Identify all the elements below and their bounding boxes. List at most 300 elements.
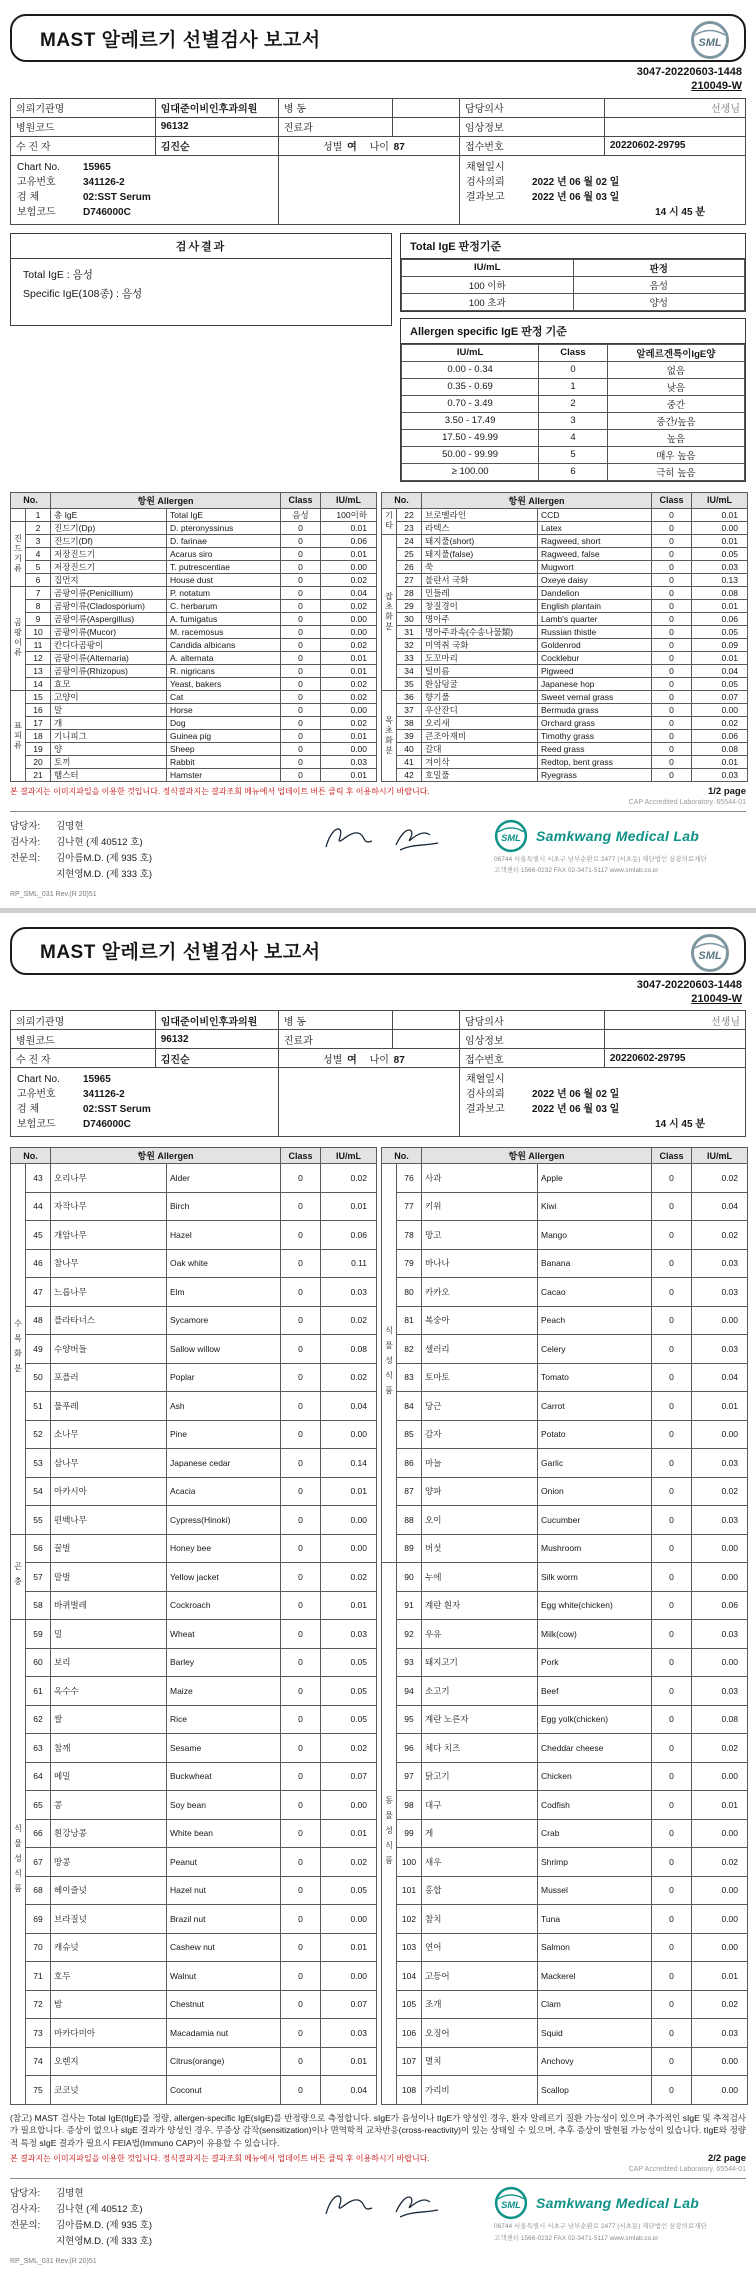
allergen-row	[382, 625, 748, 638]
allergen-class: 0	[281, 1819, 321, 1848]
allergen-class: 0	[652, 1563, 692, 1592]
ward-value	[393, 1011, 460, 1030]
allergen-name-en: Chicken	[538, 1762, 652, 1791]
allergen-no: 99	[397, 1819, 422, 1848]
age-value: 87	[393, 1054, 405, 1066]
allergen-iu: 0.03	[692, 1249, 748, 1278]
allergen-name-en: Bermuda grass	[538, 703, 652, 716]
allergen-row	[382, 508, 748, 521]
allergen-class: 0	[652, 1477, 692, 1506]
allergen-class: 0	[652, 1791, 692, 1820]
criteria-cell: 5	[539, 446, 608, 463]
lab-block	[494, 819, 746, 876]
allergen-iu: 0.03	[321, 1620, 377, 1649]
allergen-row	[11, 560, 377, 573]
allergen-iu: 0.03	[692, 1620, 748, 1649]
allergen-class: 0	[652, 573, 692, 586]
allergen-name-en: Cocklebur	[538, 651, 652, 664]
allergen-iu: 0.05	[321, 1876, 377, 1905]
document-numbers	[10, 975, 746, 1011]
allergen-class: 0	[281, 1876, 321, 1905]
report-title-box	[10, 927, 746, 975]
sex-value: 여	[347, 142, 357, 154]
allergen-header-row	[11, 492, 377, 508]
allergen-iu: 0.02	[321, 716, 377, 729]
allergen-no: 30	[397, 612, 422, 625]
allergen-no: 3	[26, 534, 51, 547]
clinical-info-value	[604, 117, 745, 136]
allergen-name-en: Yeast, bakers	[167, 677, 281, 690]
allergen-row	[11, 1278, 377, 1307]
staff-name: 김명현	[56, 2188, 84, 2200]
insurance-code-label: 보험코드	[17, 206, 56, 218]
allergen-row	[11, 742, 377, 755]
allergen-class: 0	[652, 1648, 692, 1677]
allergen-iu: 0.02	[321, 638, 377, 651]
page-number: 1/2 page	[707, 785, 746, 797]
report-page-1	[0, 0, 756, 908]
allergen-iu: 0.04	[321, 586, 377, 599]
allergen-class: 0	[652, 664, 692, 677]
allergen-name-kr: 우유	[422, 1620, 538, 1649]
report-header	[10, 927, 746, 1138]
report-page-2	[0, 913, 756, 2275]
allergen-iu: 0.01	[321, 2047, 377, 2076]
allergen-row	[382, 1962, 748, 1991]
allergen-iu: 0.08	[692, 1705, 748, 1734]
allergen-row	[11, 1477, 377, 1506]
allergen-iu: 0.03	[692, 1677, 748, 1706]
doc-number-1: 3047-20220603-1448	[636, 66, 742, 78]
allergen-no: 24	[397, 534, 422, 547]
specimen-value: 02:SST Serum	[83, 191, 151, 203]
draw-datetime-label: 채혈일시	[465, 1074, 505, 1086]
allergen-no: 84	[397, 1392, 422, 1421]
allergen-no: 90	[397, 1563, 422, 1592]
lab-address: 06744 서울특별시 서초구 남부순환로 2477 (서초동) 재단법인 삼광의료재단	[494, 855, 707, 863]
allergen-class: 0	[652, 508, 692, 521]
examiner-label: 검사자:	[10, 836, 41, 848]
allergen-name-en: D. farinae	[167, 534, 281, 547]
allergen-name-en: Cockroach	[167, 1591, 281, 1620]
allergen-class: 0	[652, 1363, 692, 1392]
allergen-iu: 0.06	[321, 534, 377, 547]
allergen-row	[382, 1306, 748, 1335]
allergen-no: 91	[397, 1591, 422, 1620]
staff-block	[10, 819, 272, 883]
allergen-class: 0	[281, 1591, 321, 1620]
allergen-class: 0	[652, 729, 692, 742]
allergen-name-kr: 감자	[422, 1420, 538, 1449]
allergen-class: 0	[652, 534, 692, 547]
allergen-no: 33	[397, 651, 422, 664]
allergen-row	[11, 1734, 377, 1763]
allergen-row	[382, 651, 748, 664]
total-ige-criteria-title: Total IgE 판정기준	[401, 234, 745, 259]
allergen-no: 108	[397, 2076, 422, 2105]
allergen-no: 25	[397, 547, 422, 560]
note-line	[10, 2153, 746, 2164]
criteria-cell: 100 초과	[402, 293, 574, 310]
allergen-iu: 0.00	[321, 742, 377, 755]
allergen-no: 68	[26, 1876, 51, 1905]
allergen-name-en: M. racemosus	[167, 625, 281, 638]
allergen-name-kr: 코코넛	[51, 2076, 167, 2105]
allergen-name-kr: 토마토	[422, 1363, 538, 1392]
allergen-class: 0	[652, 1734, 692, 1763]
specimen-label: 검 체	[17, 191, 40, 203]
criteria-cell: 0.00 - 0.34	[402, 361, 539, 378]
allergen-no: 59	[26, 1620, 51, 1649]
specialist-label: 전문의:	[10, 852, 41, 864]
allergen-name-en: Latex	[538, 521, 652, 534]
allergen-name-kr: 바나나	[422, 1249, 538, 1278]
allergen-name-en: CCD	[538, 508, 652, 521]
allergen-name-en: Salmon	[538, 1933, 652, 1962]
allergen-iu: 0.00	[692, 1819, 748, 1848]
patient-info-row	[11, 1049, 746, 1068]
allergen-class: 0	[652, 703, 692, 716]
allergen-no: 62	[26, 1705, 51, 1734]
allergen-row	[11, 729, 377, 742]
result-summary-title: 검사결과	[11, 234, 391, 259]
allergen-name-kr: 땅콩	[51, 1848, 167, 1877]
lab-name: Samkwang Medical Lab	[536, 2195, 700, 2212]
allergen-name-kr: 플라타너스	[51, 1306, 167, 1335]
allergen-iu: 0.03	[692, 768, 748, 781]
allergen-name-en: Beef	[538, 1677, 652, 1706]
criteria-cell: 0	[539, 361, 608, 378]
allergen-class: 0	[652, 1591, 692, 1620]
criteria-row	[402, 276, 745, 293]
sex-label: 성별	[323, 142, 343, 154]
allergen-name-en: Total IgE	[167, 508, 281, 521]
allergen-iu: 0.04	[692, 1192, 748, 1221]
sml-logo-text: SML	[698, 37, 722, 49]
report-title: MAST 알레르기 선별검사 보고서	[40, 942, 321, 964]
report-time-value: 14 시 45 분	[655, 206, 705, 218]
allergen-name-en: Coconut	[167, 2076, 281, 2105]
allergen-row	[11, 521, 377, 534]
allergen-name-en: Hazel nut	[167, 1876, 281, 1905]
allergen-name-en: Shrimp	[538, 1848, 652, 1877]
allergen-no: 81	[397, 1306, 422, 1335]
allergen-name-en: Peach	[538, 1306, 652, 1335]
allergen-row	[11, 573, 377, 586]
allergen-row	[382, 586, 748, 599]
allergen-no: 82	[397, 1335, 422, 1364]
allergen-row	[11, 1449, 377, 1478]
allergen-iu: 0.02	[321, 1848, 377, 1877]
allergen-row	[382, 1905, 748, 1934]
allergen-no: 60	[26, 1648, 51, 1677]
specimen-value: 02:SST Serum	[83, 1104, 151, 1116]
allergen-iu: 0.02	[321, 1734, 377, 1763]
allergen-no: 10	[26, 625, 51, 638]
allergen-row	[382, 1876, 748, 1905]
allergen-iu: 0.06	[692, 1591, 748, 1620]
allergen-class: 0	[281, 1335, 321, 1364]
empty-detail-cell	[278, 155, 459, 224]
allergen-name-en: Clam	[538, 1990, 652, 2019]
allergen-iu: 0.02	[321, 599, 377, 612]
allergen-class: 0	[281, 2076, 321, 2105]
allergen-row	[11, 677, 377, 690]
allergen-class: 0	[281, 1306, 321, 1335]
allergen-iu: 0.07	[321, 1990, 377, 2019]
allergen-iu: 0.03	[692, 560, 748, 573]
org-value: 임대준이비인후과의원	[155, 1011, 278, 1030]
allergen-row	[11, 2076, 377, 2105]
doctor-value: 선생님	[604, 98, 745, 117]
allergen-row	[11, 1990, 377, 2019]
department-label: 진료과	[278, 117, 393, 136]
allergen-iu: 0.04	[692, 1363, 748, 1392]
patient-name-label: 수 진 자	[11, 136, 156, 155]
allergen-iu: 0.00	[692, 521, 748, 534]
allergen-no: 44	[26, 1192, 51, 1221]
allergen-no: 32	[397, 638, 422, 651]
allergen-class: 0	[281, 599, 321, 612]
allergen-name-kr: 헤이즐넛	[51, 1876, 167, 1905]
ward-value	[393, 98, 460, 117]
sml-logo-icon	[690, 20, 730, 60]
criteria-cell: 6	[539, 463, 608, 480]
allergen-iu: 0.02	[692, 1221, 748, 1250]
allergen-name-kr: 우산잔디	[422, 703, 538, 716]
allergen-row	[11, 1335, 377, 1364]
allergen-name-kr: 오이	[422, 1506, 538, 1535]
dates-detail-cell	[459, 1068, 745, 1137]
allergen-name-kr: 환삼덩굴	[422, 677, 538, 690]
allergen-no: 100	[397, 1848, 422, 1877]
allergen-iu: 0.06	[692, 729, 748, 742]
allergen-class: 0	[652, 599, 692, 612]
allergen-iu: 0.02	[692, 1734, 748, 1763]
allergen-iu: 0.03	[692, 1335, 748, 1364]
specimen-detail-cell	[11, 155, 279, 224]
allergen-no: 17	[26, 716, 51, 729]
allergen-no: 38	[397, 716, 422, 729]
allergen-class: 0	[652, 768, 692, 781]
allergen-class: 0	[281, 1962, 321, 1991]
allergen-iu: 0.02	[692, 1848, 748, 1877]
allergen-row	[382, 599, 748, 612]
allergen-class: 0	[652, 1449, 692, 1478]
total-ige-criteria-table	[401, 259, 745, 311]
allergen-name-kr: 도꼬마리	[422, 651, 538, 664]
allergen-no: 71	[26, 1962, 51, 1991]
allergen-name-en: Codfish	[538, 1791, 652, 1820]
allergen-no: 67	[26, 1848, 51, 1877]
criteria-header-row	[402, 344, 745, 361]
patient-info-table	[10, 98, 746, 225]
allergen-row	[382, 2047, 748, 2076]
allergen-row	[382, 755, 748, 768]
allergen-category-label: 식물성식품	[11, 1620, 26, 2105]
allergen-class: 0	[652, 1506, 692, 1535]
criteria-col-header-iu: IU/mL	[402, 259, 574, 276]
allergen-name-kr: 밀	[51, 1620, 167, 1649]
allergen-name-kr: 아카시아	[51, 1477, 167, 1506]
allergen-class: 0	[281, 1734, 321, 1763]
allergen-row	[11, 1762, 377, 1791]
allergen-class: 0	[652, 1192, 692, 1221]
allergen-name-en: Celery	[538, 1335, 652, 1364]
allergen-iu: 0.01	[692, 599, 748, 612]
allergen-row	[382, 1762, 748, 1791]
col-header-iu: IU/mL	[692, 1148, 748, 1164]
allergen-name-en: Cacao	[538, 1278, 652, 1307]
signatures	[272, 2186, 494, 2224]
allergen-row	[11, 638, 377, 651]
allergen-iu: 0.03	[692, 1278, 748, 1307]
allergen-name-kr: 돼지고기	[422, 1648, 538, 1677]
allergen-class: 0	[281, 1791, 321, 1820]
allergen-row	[11, 1705, 377, 1734]
col-header-allergen: 항원 Allergen	[422, 492, 652, 508]
allergen-row	[382, 1449, 748, 1478]
allergen-row	[11, 2047, 377, 2076]
allergen-no: 77	[397, 1192, 422, 1221]
criteria-row	[402, 446, 745, 463]
uid-label: 고유번호	[17, 176, 56, 188]
allergen-name-kr: 복숭아	[422, 1306, 538, 1335]
ward-label: 병 동	[278, 1011, 393, 1030]
allergen-no: 83	[397, 1363, 422, 1392]
allergen-row	[382, 1420, 748, 1449]
allergen-name-en: Maize	[167, 1677, 281, 1706]
allergen-no: 8	[26, 599, 51, 612]
allergen-row	[11, 508, 377, 521]
allergen-name-en: Crab	[538, 1819, 652, 1848]
allergen-name-en: Cashew nut	[167, 1933, 281, 1962]
allergen-iu: 0.02	[321, 1363, 377, 1392]
allergen-no: 96	[397, 1734, 422, 1763]
allergen-no: 36	[397, 690, 422, 703]
allergen-class: 0	[281, 664, 321, 677]
report-date-label: 결과보고	[465, 1104, 505, 1116]
allergen-row	[11, 768, 377, 781]
allergen-iu: 0.00	[692, 1905, 748, 1934]
allergen-iu: 0.00	[321, 1420, 377, 1449]
allergen-name-en: Alder	[167, 1164, 281, 1193]
allergen-class: 0	[281, 1677, 321, 1706]
specific-ige-criteria-title: Allergen specific IgE 판정 기준	[401, 319, 745, 344]
allergen-class: 0	[652, 2019, 692, 2048]
allergen-no: 103	[397, 1933, 422, 1962]
insurance-code-label: 보험코드	[17, 1119, 56, 1131]
allergen-no: 88	[397, 1506, 422, 1535]
allergen-name-en: Sweet vernal grass	[538, 690, 652, 703]
allergen-iu: 0.00	[321, 1962, 377, 1991]
allergen-name-en: Sheep	[167, 742, 281, 755]
allergen-row	[11, 1848, 377, 1877]
patient-info-row	[11, 1030, 746, 1049]
allergen-no: 19	[26, 742, 51, 755]
document-numbers	[10, 62, 746, 98]
allergen-no: 76	[397, 1164, 422, 1193]
allergen-no: 37	[397, 703, 422, 716]
allergen-no: 89	[397, 1534, 422, 1563]
allergen-name-kr: 갈대	[422, 742, 538, 755]
allergen-no: 21	[26, 768, 51, 781]
allergen-class: 0	[652, 1933, 692, 1962]
allergen-name-en: Walnut	[167, 1962, 281, 1991]
allergen-name-kr: 게	[422, 1819, 538, 1848]
allergen-row	[382, 1335, 748, 1364]
criteria-cell: 100 이하	[402, 276, 574, 293]
allergen-iu: 0.04	[321, 1392, 377, 1421]
allergen-row	[11, 1591, 377, 1620]
age-label: 나이	[369, 1054, 389, 1066]
doctor-label: 담당의사	[459, 1011, 604, 1030]
allergen-name-en: Reed grass	[538, 742, 652, 755]
allergen-iu: 0.00	[692, 1420, 748, 1449]
allergen-no: 85	[397, 1420, 422, 1449]
allergen-row	[382, 677, 748, 690]
allergen-iu: 0.01	[692, 1392, 748, 1421]
allergen-no: 107	[397, 2047, 422, 2076]
allergen-class: 0	[281, 1620, 321, 1649]
lab-contact: 고객센터 1566-0232 FAX 02-3471-5117 www.smlab.co.kr	[494, 2234, 659, 2242]
allergen-name-kr: 느릅나무	[51, 1278, 167, 1307]
patient-detail-row	[11, 155, 746, 224]
allergen-name-kr: 편백나무	[51, 1506, 167, 1535]
allergen-name-en: Rabbit	[167, 755, 281, 768]
allergen-iu: 0.01	[692, 755, 748, 768]
allergen-name-kr: 향기풀	[422, 690, 538, 703]
allergen-class: 0	[281, 1249, 321, 1278]
allergen-class: 0	[281, 2047, 321, 2076]
allergen-name-kr: 사과	[422, 1164, 538, 1193]
allergen-name-en: A. fumigatus	[167, 612, 281, 625]
allergen-row	[11, 1306, 377, 1335]
allergen-iu: 0.01	[321, 1591, 377, 1620]
allergen-no: 27	[397, 573, 422, 586]
department-value	[393, 1030, 460, 1049]
allergen-table-right	[381, 1147, 748, 2105]
allergen-name-en: Dandelion	[538, 586, 652, 599]
allergen-class: 0	[281, 1905, 321, 1934]
receipt-number-label: 접수번호	[459, 1049, 604, 1068]
allergen-name-kr: 망고	[422, 1221, 538, 1250]
allergen-row	[11, 716, 377, 729]
allergen-category-label: 곤충	[11, 1534, 26, 1620]
allergen-no: 14	[26, 677, 51, 690]
allergen-class: 0	[281, 1705, 321, 1734]
sml-logo-text: SML	[501, 832, 521, 843]
page-number: 2/2 page	[707, 2153, 746, 2165]
image-note: 본 결과지는 이미지파일을 이용한 것입니다. 정식결과지는 결과조회 메뉴에서 업데이트 버튼 클릭 후 이용하시기 바랍니다.	[10, 786, 430, 796]
allergen-class: 0	[281, 2019, 321, 2048]
allergen-iu: 0.03	[692, 2019, 748, 2048]
allergen-no: 6	[26, 573, 51, 586]
allergen-iu: 0.00	[692, 1534, 748, 1563]
allergen-iu: 0.00	[321, 1905, 377, 1934]
lab-block	[494, 2186, 746, 2243]
criteria-row	[402, 412, 745, 429]
allergen-name-kr: 개암나무	[51, 1221, 167, 1250]
criteria-column	[400, 233, 746, 482]
allergen-no: 5	[26, 560, 51, 573]
allergen-name-kr: 보리	[51, 1648, 167, 1677]
age-label: 나이	[369, 142, 389, 154]
allergen-iu: 0.00	[692, 1306, 748, 1335]
patient-name-value: 김진순	[155, 136, 278, 155]
allergen-class: 0	[652, 625, 692, 638]
allergen-no: 105	[397, 1990, 422, 2019]
